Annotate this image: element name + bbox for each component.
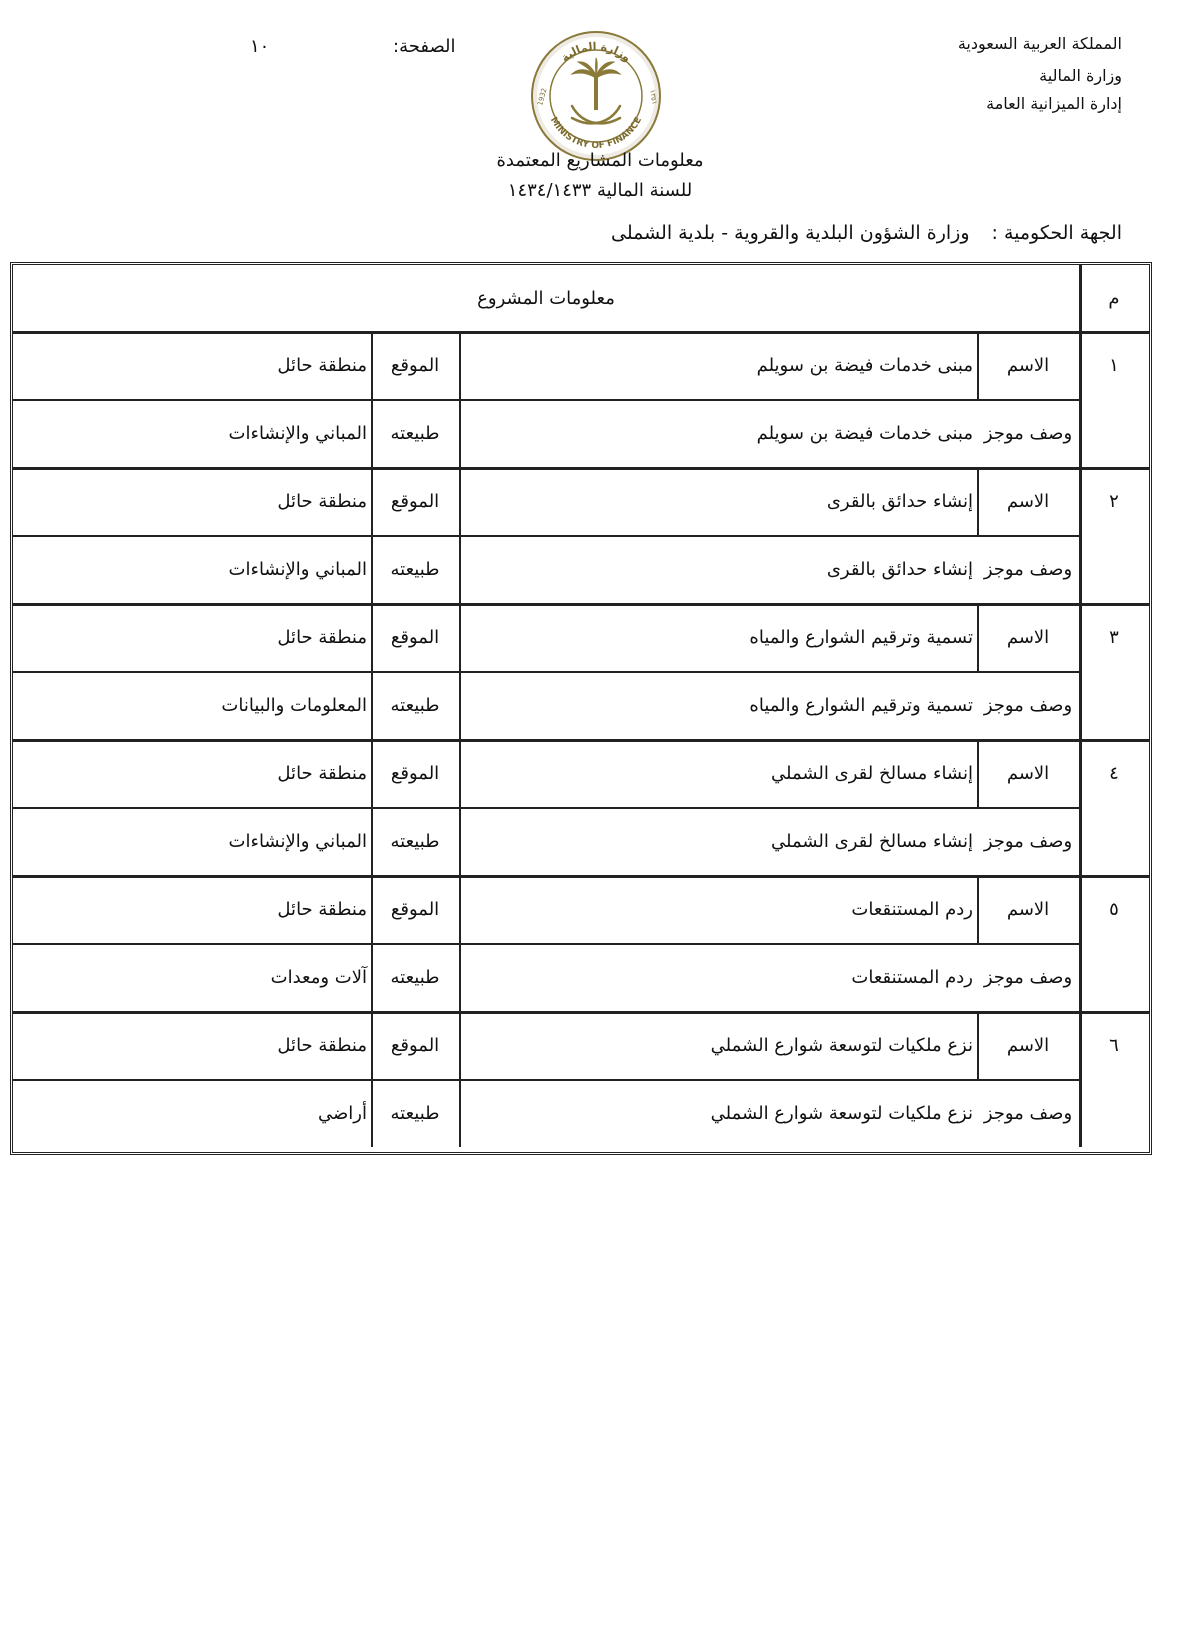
ministry-name: وزارة المالية [1039,66,1122,85]
project-number: ١ [1109,354,1119,376]
project-nature: المباني والإنشاءات [228,830,367,852]
project-description: نزع ملكيات لتوسعة شوارع الشملي [710,1102,973,1124]
seal-year-left: 1932 [536,87,549,107]
project-location: منطقة حائل [277,490,367,512]
label-divider [977,875,979,943]
location-label: الموقع [390,1034,440,1056]
label2-divider [371,739,373,875]
project-location: منطقة حائل [277,762,367,784]
name-label: الاسم [1006,762,1050,784]
label2-divider [371,467,373,603]
nature-label: طبيعته [390,694,440,716]
seal-bottom-text: MINISTRY OF FINANCE [547,115,645,152]
middle-divider [459,467,461,603]
description-label: وصف موجز [983,422,1073,444]
project-name: ردم المستنقعات [851,898,973,920]
project-location: منطقة حائل [277,1034,367,1056]
project-number: ٦ [1109,1034,1119,1056]
middle-divider [459,875,461,1011]
row-divider [13,399,1079,401]
fiscal-year: للسنة المالية ١٤٣٤/١٤٣٣ [507,180,693,201]
project-name: إنشاء حدائق بالقرى [826,490,973,512]
project-description: إنشاء حدائق بالقرى [826,558,973,580]
seal-top-text: وزارة المالية [558,39,634,65]
row-divider [13,807,1079,809]
project-description: تسمية وترقيم الشوارع والمياه [749,694,973,716]
ministry-seal [528,28,664,164]
middle-divider [459,1011,461,1147]
project-name: إنشاء مسالخ لقرى الشملي [771,762,973,784]
document-title: معلومات المشاريع المعتمدة [496,150,704,171]
project-description: إنشاء مسالخ لقرى الشملي [771,830,973,852]
description-label: وصف موجز [983,966,1073,988]
project-number: ٢ [1109,490,1119,512]
name-label: الاسم [1006,1034,1050,1056]
project-number: ٤ [1109,762,1119,784]
project-description: مبنى خدمات فيضة بن سويلم [756,422,973,444]
label2-divider [371,603,373,739]
project-description: ردم المستنقعات [851,966,973,988]
seal-year-right: ١٣٥١ [648,88,659,106]
department-name: إدارة الميزانية العامة [986,94,1122,113]
nature-label: طبيعته [390,830,440,852]
project-name: تسمية وترقيم الشوارع والمياه [749,626,973,648]
location-label: الموقع [390,898,440,920]
nature-label: طبيعته [390,422,440,444]
page-number: ١٠ [250,36,270,57]
nature-label: طبيعته [390,1102,440,1124]
middle-divider [459,603,461,739]
location-label: الموقع [390,354,440,376]
location-label: الموقع [390,762,440,784]
project-location: منطقة حائل [277,898,367,920]
project-location: منطقة حائل [277,626,367,648]
location-label: الموقع [390,626,440,648]
description-label: وصف موجز [983,830,1073,852]
projects-table [10,262,1152,1155]
name-label: الاسم [1006,626,1050,648]
palm-tree-icon [572,58,620,110]
label-divider [977,331,979,399]
project-name: نزع ملكيات لتوسعة شوارع الشملي [710,1034,973,1056]
project-nature: المباني والإنشاءات [228,422,367,444]
label-divider [977,467,979,535]
label-divider [977,1011,979,1079]
entity-value: وزارة الشؤون البلدية والقروية - بلدية الشملى [611,222,970,244]
project-nature: آلات ومعدات [270,966,367,988]
project-number: ٥ [1109,898,1119,920]
description-label: وصف موجز [983,694,1073,716]
project-nature: أراضي [318,1102,367,1124]
nature-label: طبيعته [390,966,440,988]
row-divider [13,671,1079,673]
label2-divider [371,875,373,1011]
project-name: مبنى خدمات فيضة بن سويلم [756,354,973,376]
label-divider [977,603,979,671]
middle-divider [459,739,461,875]
ministry-seal-icon [528,28,664,164]
location-label: الموقع [390,490,440,512]
description-label: وصف موجز [983,558,1073,580]
row-divider [13,1079,1079,1081]
page-label: الصفحة: [393,36,456,57]
row-divider [13,943,1079,945]
header-number-column: م [1108,287,1120,309]
middle-divider [459,331,461,467]
project-location: منطقة حائل [277,354,367,376]
name-label: الاسم [1006,490,1050,512]
description-label: وصف موجز [983,1102,1073,1124]
row-divider [13,535,1079,537]
entity-label: الجهة الحكومية : [991,222,1122,244]
nature-label: طبيعته [390,558,440,580]
kingdom-name: المملكة العربية السعودية [957,34,1122,53]
name-label: الاسم [1006,354,1050,376]
label2-divider [371,1011,373,1147]
project-nature: المعلومات والبيانات [221,694,367,716]
name-label: الاسم [1006,898,1050,920]
project-number: ٣ [1109,626,1119,648]
header-project-info: معلومات المشروع [477,287,615,309]
label-divider [977,739,979,807]
government-entity [611,222,1122,244]
project-nature: المباني والإنشاءات [228,558,367,580]
label2-divider [371,331,373,467]
